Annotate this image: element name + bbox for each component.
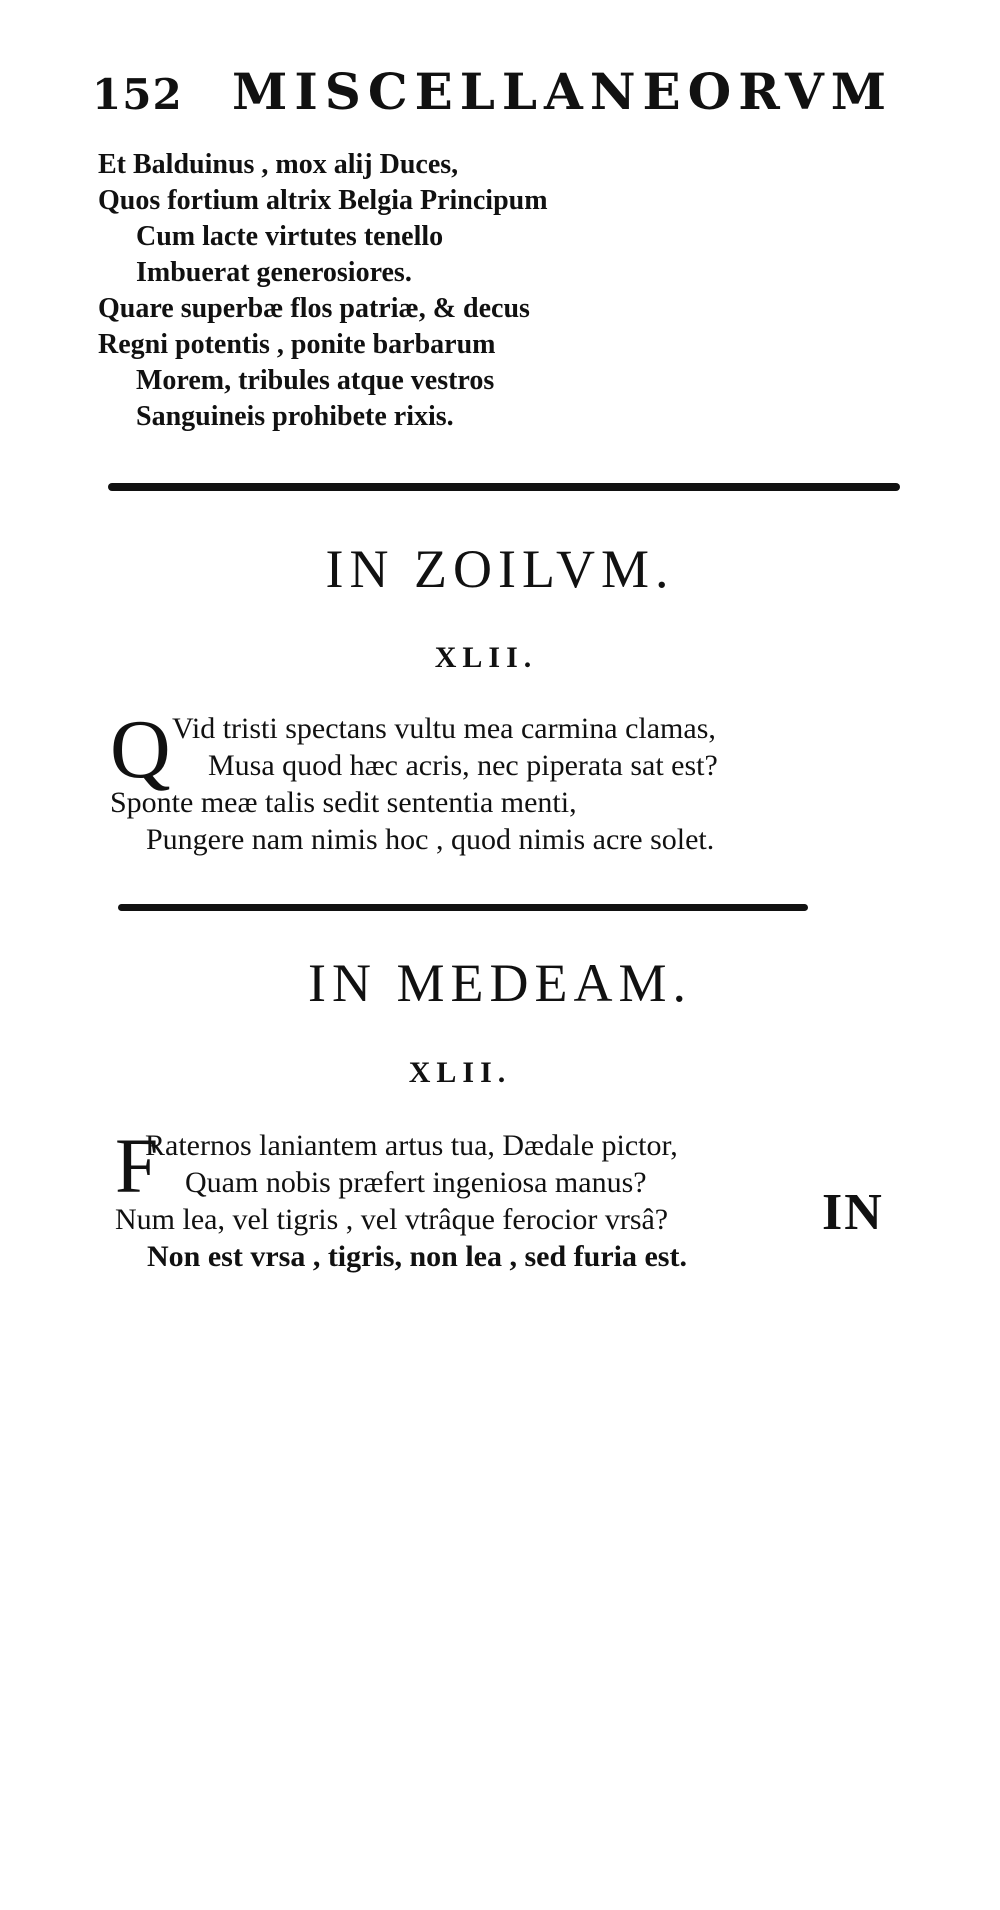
epigram-line: Quam nobis præfert ingeniosa manus? — [185, 1166, 647, 1199]
epigram-line: Sponte meæ talis sedit sententia menti, — [110, 786, 577, 819]
verse-line: Et Balduinus , mox alij Duces, — [98, 149, 459, 180]
ode-ending-stanzas — [98, 147, 818, 435]
section-divider-rule — [108, 483, 900, 491]
epigram-line: Musa quod hæc acris, nec piperata sat est? — [208, 749, 718, 782]
epigram-line: Non est vrsa , tigris, non lea , sed furia est. — [147, 1240, 687, 1273]
verse-line: Cum lacte virtutes tenello — [136, 221, 444, 252]
verse-line: Quos fortium altrix Belgia Principum — [98, 185, 548, 216]
drop-cap-q: Q — [110, 703, 171, 796]
poem-title-medeam: IN MEDEAM. — [308, 953, 692, 1013]
epigram-line: Raternos laniantem artus tua, Dædale pictor, — [145, 1129, 678, 1162]
epigram-line: Num lea, vel tigris , vel vtrâque ferocior vrsâ? — [115, 1203, 669, 1236]
page-number: 152 — [92, 70, 183, 119]
verse-line: Morem, tribules atque vestros — [136, 365, 495, 396]
section-divider-rule — [118, 904, 808, 911]
epigram-line: Vid tristi spectans vultu mea carmina clamas, — [172, 712, 716, 745]
running-head — [92, 62, 894, 122]
verse-line: Imbuerat generosiores. — [136, 257, 412, 288]
verse-line: Quare superbæ flos patriæ, & decus — [98, 293, 530, 324]
epigram-medeam — [115, 1122, 915, 1275]
poem-number-medeam: XLII. — [408, 1056, 512, 1089]
verse-line: Sanguineis prohibete rixis. — [136, 401, 454, 432]
drop-cap-f: F — [115, 1122, 159, 1209]
epigram-line: Pungere nam nimis hoc , quod nimis acre solet. — [146, 823, 715, 856]
epigram-zoilum — [110, 703, 910, 858]
running-title: MISCELLANEORVM — [232, 62, 894, 121]
verse-line: Regni potentis , ponite barbarum — [98, 329, 496, 360]
catchword: IN — [822, 1184, 884, 1241]
poem-title-zoilum: IN ZOILVM. — [325, 539, 675, 599]
poem-number-zoilum: XLII. — [434, 641, 538, 674]
